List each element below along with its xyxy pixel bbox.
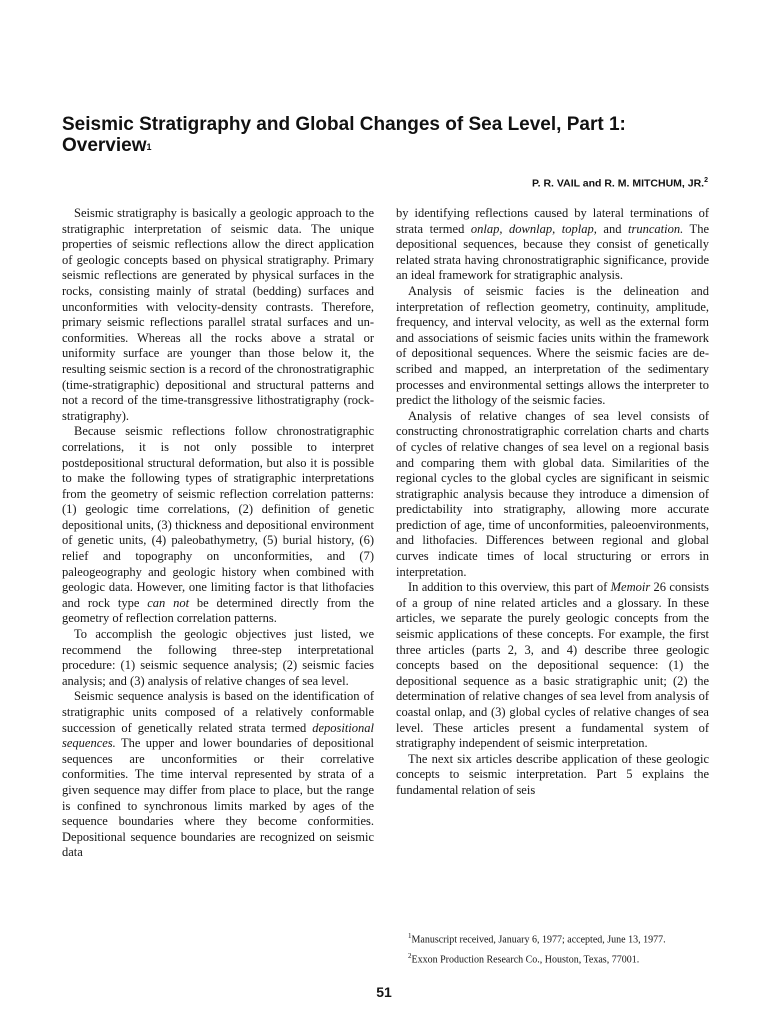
page-number: 51 [376, 984, 392, 1000]
text-run: The upper and lower boundaries of depositional sequences are unconformities or their correlative conformities. The time interval represented by strata of a given sequence may differ from place to place, but the range is confined to synchronous limits marked by ages of the sequence boundaries where they become conformities. Depositional sequence boundaries are recognized on seismic data [62, 736, 374, 860]
paragraph [62, 689, 374, 861]
italic-term: can not [147, 595, 190, 610]
text-run: The depositional sequences, because they consist of genetically related strata having chronostratigraphic significance, provide an ideal framework for stratigraphic analysis. [396, 221, 709, 283]
footnote-2 [396, 950, 709, 966]
text-run: and [596, 221, 629, 236]
italic-term: Memoir [610, 580, 651, 595]
paragraph [62, 424, 374, 627]
paragraph [396, 580, 709, 752]
text-run: Seismic stratigraphy is basically a geologic approach to the stratigraphic interpretation of seismic data. The unique properties of seismic reflections allow the direct application of geologic concepts based on physical stratigraphy. Primary seismic reflections are generated by physical surfaces in the rocks, consisting mainly of stratal (bedding) surfaces and unconformities with velocity-density contrasts. Therefore, primary seismic reflections parallel stratal surfaces and unconformities. Whereas all the rocks above a stratal or uniformity surface are younger than those below it, the resulting seismic section is a record of the chronostratigraphic (time-stratigraphic) depositional and structural patterns and not a record of the time-transgressive lithostratigraphy (rock-stratigraphy). [62, 206, 374, 423]
italic-term: truncation. [628, 221, 684, 236]
footnote-2-text: Exxon Production Research Co., Houston, Texas, 77001. [411, 954, 640, 966]
footnote-2-marker: 2 [408, 952, 412, 961]
text-run: The next six articles describe application of these geologic concepts to seismic interpretation. Part 5 explains the fundamental relation of seis [396, 751, 709, 797]
text-run: Analysis of relative changes of sea level consists of constructing chronostratigraphic correlation charts and charts of cycles of relative changes of sea level on a regional basis and comparing them with global data. Similarities of the regional cycles to the global cycles are significant in seismic stratigraphic analysis because they introduce a dimension of predictability into stratigraphy, allowing more accurate prediction of age, time of unconformities, paleoenvironments, and lithofacies. Differences between regional and global curves indicate times of local structuring or errors in interpretation. [396, 408, 709, 579]
text-run: 26 consists of a group of nine related articles and a glossary. In these articles, we separate the purely geologic concepts from the seismic applications of these concepts. For example, the first three articles (parts 2, 3, and 4) describe three geologic concepts based on the depositional sequence: (1) the depositional sequence as a basic stratigraphic unit; (2) the determination of relative changes of sea level from analysis of coastal onlap, and (3) global cycles of relative changes of sea level. These articles present a fundamental system of stratigraphy independent of seismic interpretation. [396, 580, 709, 751]
text-run: be determined directly from the geometry of reflection correlation patterns. [62, 595, 374, 626]
title-footnote-marker: 1 [146, 142, 152, 152]
article-title [62, 114, 712, 156]
author-byline [532, 177, 708, 190]
paragraph [62, 206, 374, 424]
footnote-1 [396, 930, 709, 946]
text-run: In addition to this overview, this part of [408, 580, 611, 595]
author-names: P. R. VAIL and R. M. MITCHUM, JR. [531, 177, 705, 190]
footnote-1-text: Manuscript received, January 6, 1977; accepted, June 13, 1977. [411, 934, 666, 946]
text-run: by identifying reflections caused by lateral terminations of strata termed [396, 206, 709, 236]
italic-term: depositional sequences. [62, 720, 374, 751]
text-run: Because seismic reflections follow chronostratigraphic correlations, it is not only possible to interpret postdepositional structural deformation, but also it is possible to make the following types of stratigraphic interpretations from the geometry of seismic reflection correlation patterns: (1) geologic time correlations, (2) definition of genetic depositional units, (3) thickness and depositional environment of genetic units, (4) paleobathymetry, (5) burial history, (6) relief and topography on unconformities, and (7) paleogeography and geologic history when combined with geologic data. However, one limiting factor is that lithofacies and rock type [62, 424, 374, 610]
italic-term: onlap, downlap, toplap, [470, 221, 597, 236]
paragraph [396, 409, 709, 581]
paragraph [396, 752, 709, 799]
text-run: Analysis of seismic facies is the delineation and interpretation of reflection geometry, continuity, amplitude, frequency, and interval velocity, as well as the external form and associations of seismic facies units within the framework of depositional sequences. Where the seismic facies are described and mapped, an interpretation of the sedimentary processes and environmental settings allows the interpreter to predict the lithology of the seismic facies. [396, 283, 709, 408]
author-footnote-marker: 2 [704, 177, 708, 184]
text-run: Seismic sequence analysis is based on the identification of stratigraphic units composed of a relatively conformable succession of genetically related strata termed [62, 689, 374, 735]
left-text-column [62, 206, 374, 861]
paragraph [62, 627, 374, 689]
footnotes [396, 930, 709, 971]
article-title-text: Seismic Stratigraphy and Global Changes of Sea Level, Part 1: Overview [62, 114, 626, 156]
footnote-1-marker: 1 [408, 932, 412, 940]
right-text-column [396, 206, 709, 799]
paragraph [396, 284, 709, 409]
text-run: To accomplish the geologic objectives just listed, we recommend the following three-step interpretational procedure: (1) seismic sequence analysis; (2) seismic facies analysis; and (3) analysis of relative changes of sea level. [62, 627, 374, 688]
paragraph [396, 206, 709, 284]
